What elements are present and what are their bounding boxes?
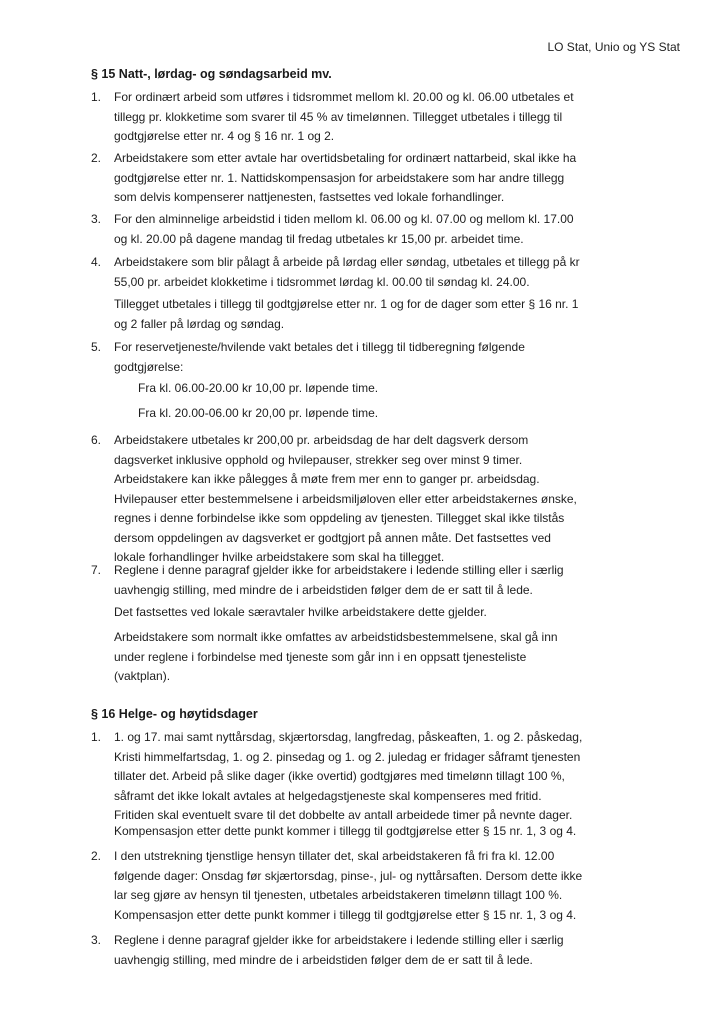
text-line: Kompensasjon etter dette punkt kommer i tillegg til godtgjørelse etter § 15 nr. 1, 3 og 4. <box>114 908 577 922</box>
text-line: Arbeidstakere som etter avtale har overtidsbetaling for ordinært nattarbeid, skal ikke ha <box>114 151 577 165</box>
text-line: I den utstrekning tjenstlige hensyn tillater det, skal arbeidstakeren få fri fra kl. 12.00 <box>114 849 555 863</box>
s15-item-7-text <box>114 561 664 600</box>
s16-item-3-text <box>114 931 664 970</box>
s15-item-1-number: 1. <box>91 90 102 104</box>
s16-item-3-number: 3. <box>91 933 102 947</box>
text-line: tillegg pr. klokketime som svarer til 45 % av timelønnen. Tillegget utbetales i tillegg til <box>114 109 563 124</box>
text-line: For ordinært arbeid som utføres i tidsrommet mellom kl. 20.00 og kl. 06.00 utbetales et <box>114 90 574 104</box>
s15-item-4-number: 4. <box>91 255 102 269</box>
s15-item-3-text <box>114 210 664 249</box>
s16-item-1-number: 1. <box>91 730 102 744</box>
text-line: og kl. 20.00 på dagene mandag til fredag utbetales kr 15,00 pr. arbeidet time. <box>114 231 524 246</box>
text-line: Arbeidstakere kan ikke pålegges å møte frem mer enn to ganger pr. arbeidsdag. <box>114 472 540 486</box>
s15-item-5-text <box>114 338 664 377</box>
text-line: Kompensasjon etter dette punkt kommer i tillegg til godtgjørelse etter § 15 nr. 1, 3 og 4. <box>114 824 577 838</box>
s15-item-3-number: 3. <box>91 212 102 226</box>
s16-item-1-text <box>114 728 664 826</box>
text-line: Det fastsettes ved lokale særavtaler hvilke arbeidstakere dette gjelder. <box>114 605 487 619</box>
text-line: uavhengig stilling, med mindre de i arbeidstiden følger dem de er satt til å lede. <box>114 582 533 597</box>
text-line: For den alminnelige arbeidstid i tiden mellom kl. 06.00 og kl. 07.00 og mellom kl. 17.00 <box>114 212 574 226</box>
s15-item-2-number: 2. <box>91 151 102 165</box>
text-line: godtgjørelse: <box>114 359 184 374</box>
section-16-title: § 16 Helge- og høytidsdager <box>91 707 258 721</box>
text-line: lokale forhandlinger hvilke arbeidstakere som skal ha tillegget. <box>114 550 445 564</box>
text-line: 1. og 17. mai samt nyttårsdag, skjærtorsdag, langfredag, påskeaften, 1. og 2. påskedag, <box>114 730 583 744</box>
text-line: såframt det ikke lokalt avtales at helgedagstjeneste skal kompenseres med fritid. <box>114 788 542 803</box>
text-line: Arbeidstakere som blir pålagt å arbeide på lørdag eller søndag, utbetales et tillegg på kr <box>114 255 580 269</box>
s16-item-2-number: 2. <box>91 849 102 863</box>
text-line: lar seg gjøre av hensyn til tjenesten, utbetales arbeidstakeren timelønn tillagt 100 %. <box>114 888 563 902</box>
text-line: godtgjørelse etter nr. 1. Nattidskompensasjon for arbeidstakere som har andre tillegg <box>114 170 565 185</box>
section-15-title: § 15 Natt-, lørdag- og søndagsarbeid mv. <box>91 67 332 81</box>
text-line: regnes i denne forbindelse ikke som oppdeling av tjenesten. Tillegget skal ikke tilstås <box>114 511 565 525</box>
text-line: uavhengig stilling, med mindre de i arbeidstiden følger dem de er satt til å lede. <box>114 952 533 967</box>
text-line: følgende dager: Onsdag før skjærtorsdag, pinse-, jul- og nyttårsaften. Dersom dette ikke <box>114 868 583 883</box>
s15-item-4-text <box>114 253 664 292</box>
text-line: og 2 faller på lørdag og søndag. <box>114 316 285 331</box>
text-line: dersom oppdelingen av dagsverket er godtgjort på annen måte. Det fastsettes ved <box>114 530 551 545</box>
s16-item-2-extra <box>114 906 664 926</box>
text-line: Kristi himmelfartsdag, 1. og 2. pinsedag og 1. og 2. juledag er fridager såframt tjenesten <box>114 749 581 764</box>
s16-item-1-extra <box>114 822 664 842</box>
text-line: som delvis kompenserer nattjenesten, fastsettes ved lokale forhandlinger. <box>114 190 505 204</box>
s15-item-1-text <box>114 88 664 147</box>
text-line: Tillegget utbetales i tillegg til godtgjørelse etter nr. 1 og for de dager som etter § 16 nr. 1 <box>114 297 579 311</box>
text-line: under reglene i forbindelse med tjeneste som går inn i en oppsatt tjenesteliste <box>114 649 527 664</box>
text-line: Reglene i denne paragraf gjelder ikke for arbeidstakere i ledende stilling eller i særlig <box>114 933 564 947</box>
text-line: godtgjørelse etter nr. 4 og § 16 nr. 1 og 2. <box>114 129 335 143</box>
s15-item-7-extra-2 <box>114 628 664 687</box>
s15-item-7-number: 7. <box>91 563 102 577</box>
s15-item-5-number: 5. <box>91 340 102 354</box>
text-line: Fra kl. 06.00-20.00 kr 10,00 pr. løpende time. <box>138 381 379 395</box>
text-line: Arbeidstakere som normalt ikke omfattes av arbeidstidsbestemmelsene, skal gå inn <box>114 630 558 644</box>
s15-item-6-number: 6. <box>91 433 102 447</box>
text-line: dagsverket inklusive opphold og hvilepauser, strekker seg over minst 9 timer. <box>114 452 523 467</box>
text-line: 55,00 pr. arbeidet klokketime i tidsrommet lørdag kl. 00.00 til søndag kl. 24.00. <box>114 274 530 289</box>
text-line: Reglene i denne paragraf gjelder ikke for arbeidstakere i ledende stilling eller i særlig <box>114 563 564 577</box>
text-line: For reservetjeneste/hvilende vakt betales det i tillegg til tidberegning følgende <box>114 340 525 354</box>
s15-item-5-rate-2 <box>138 404 658 424</box>
text-line: (vaktplan). <box>114 669 171 683</box>
page-header: LO Stat, Unio og YS Stat <box>547 40 680 54</box>
text-line: tillater det. Arbeid på slike dager (ikke overtid) godtgjøres med timelønn tillagt 100 %, <box>114 769 565 783</box>
s16-item-2-text <box>114 847 664 906</box>
s15-item-2-text <box>114 149 664 208</box>
s15-item-4-extra <box>114 295 664 334</box>
s15-item-5-rate-1 <box>138 379 658 399</box>
text-line: Arbeidstakere utbetales kr 200,00 pr. arbeidsdag de har delt dagsverk dersom <box>114 433 529 447</box>
s15-item-6-text <box>114 431 664 568</box>
text-line: Fritiden skal eventuelt svare til det dobbelte av antall arbeidede timer på nevnte dager. <box>114 808 573 822</box>
text-line: Hvilepauser etter bestemmelsene i arbeidsmiljøloven eller etter arbeidstakernes ønske, <box>114 491 577 506</box>
s15-item-7-extra <box>114 603 664 623</box>
text-line: Fra kl. 20.00-06.00 kr 20,00 pr. løpende time. <box>138 406 379 420</box>
